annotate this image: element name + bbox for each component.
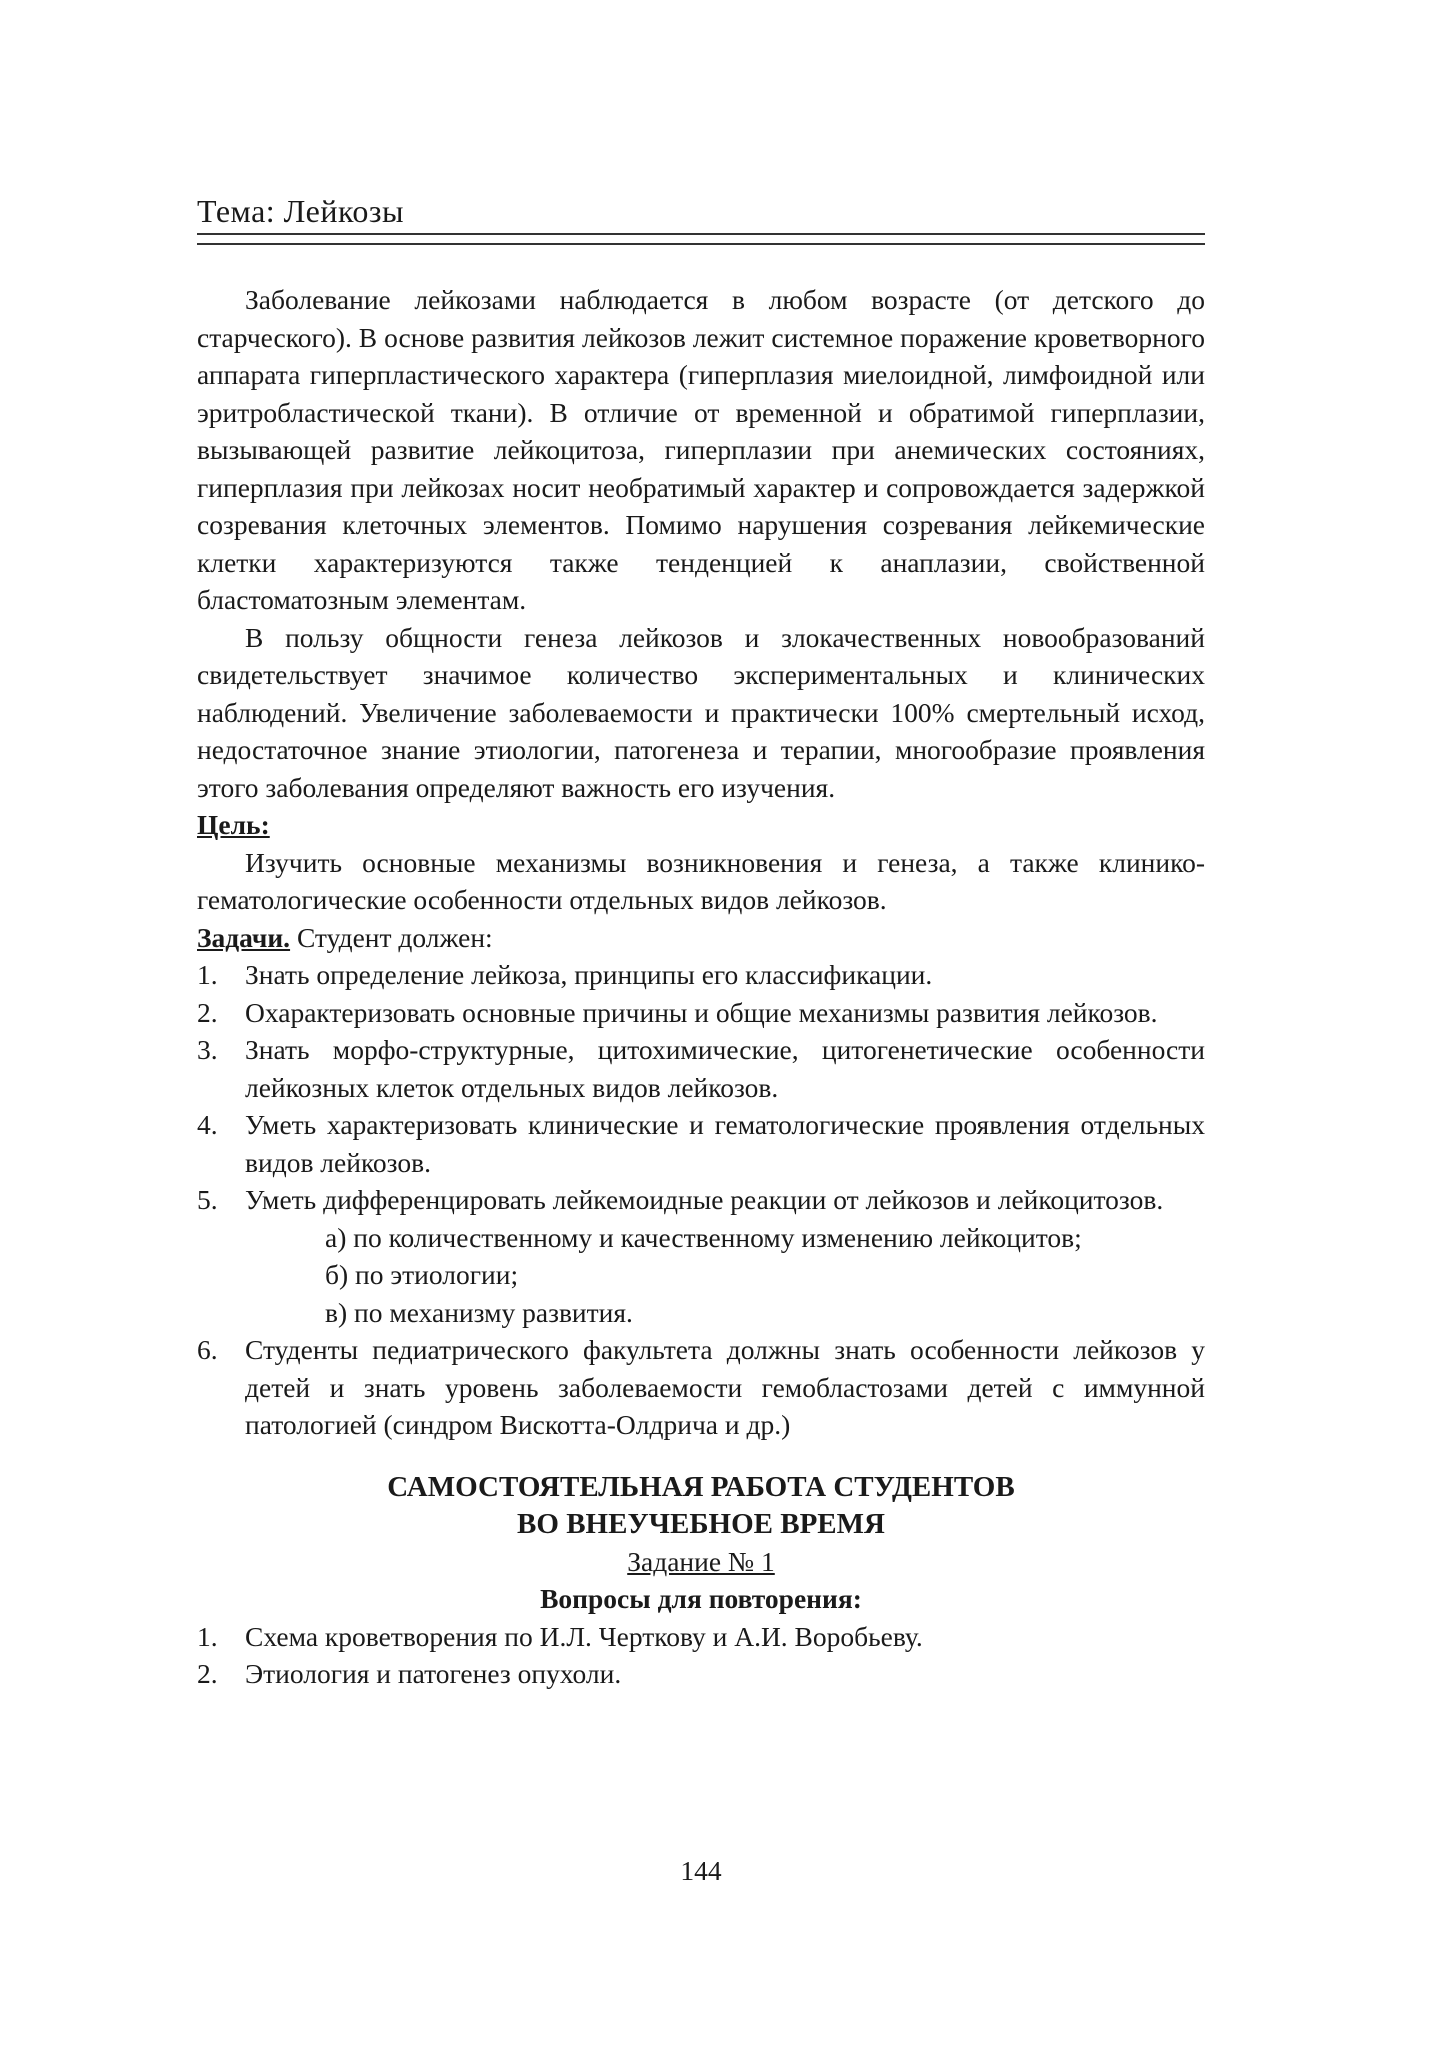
list-item-number: 3. <box>197 1034 218 1065</box>
list-item-text: Знать морфо-структурные, цитохимические, цитогенетические особенности лейкозных клеток отдельных видов лейкозов. <box>245 1034 1205 1103</box>
list-item-text: Уметь дифференцировать лейкемоидные реакции от лейкозов и лейкоцитозов. <box>245 1184 1164 1215</box>
tasks-list-continued <box>197 1331 1205 1444</box>
list-item-text: Схема кроветворения по И.Л. Черткову и А.И. Воробьеву. <box>245 1620 923 1652</box>
sub-item: а) по количественному и качественному изменению лейкоцитов; <box>325 1221 1082 1253</box>
list-item-text: Уметь характеризовать клинические и гематологические проявления отдельных видов лейкозов. <box>245 1109 1205 1178</box>
page-number: 144 <box>680 1855 722 1886</box>
questions-heading: Вопросы для повторения: <box>540 1583 862 1614</box>
goal-heading: Цель: <box>197 809 270 840</box>
list-item <box>197 1331 1205 1444</box>
tasks-intro: Студент должен: <box>290 921 493 953</box>
list-item-number: 6. <box>197 1334 218 1365</box>
questions-list <box>197 1618 1205 1693</box>
list-item <box>197 956 1205 994</box>
list-item <box>197 994 1205 1032</box>
list-item <box>197 1655 1205 1693</box>
list-item-number: 1. <box>197 1620 218 1652</box>
header-rule-top <box>197 233 1205 235</box>
list-item-number: 4. <box>197 1109 218 1140</box>
section-heading-line-1: САМОСТОЯТЕЛЬНАЯ РАБОТА СТУДЕНТОВ <box>387 1470 1015 1503</box>
list-item-text: Знать определение лейкоза, принципы его классификации. <box>245 959 933 990</box>
sub-item: б) по этиологии; <box>325 1259 519 1290</box>
list-item-number: 1. <box>197 959 218 990</box>
tasks-list <box>197 956 1205 1219</box>
list-item <box>197 1031 1205 1106</box>
list-item-text: Студенты педиатрического факультета должны знать особенности лейкозов у детей и знать уровень заболеваемости гемобластозами детей с иммунной патологией (синдром Вискотта-Олдрича и др.) <box>245 1334 1205 1440</box>
tasks-heading: Задачи. <box>197 921 291 953</box>
section-heading-line-2: ВО ВНЕУЧЕБНОЕ ВРЕМЯ <box>517 1507 885 1540</box>
intro-paragraph-2: В пользу общности генеза лейкозов и злокачественных новообразований свидетельствует значимое количество экспериментальных и клинических наблюдений. Увеличение заболеваемости и практически 100% смертельный исход, недостаточное знание этиологии, патогенеза и терапии, многообразие проявления этого заболевания определяют важность его изучения. <box>197 621 1205 803</box>
section-heading <box>197 1469 1205 1543</box>
assignment-label: Задание № 1 <box>627 1545 775 1577</box>
list-item-number: 5. <box>197 1184 218 1215</box>
page-header-title: Тема: Лейкозы <box>197 193 405 229</box>
list-item <box>197 1618 1205 1656</box>
list-item-text: Этиология и патогенез опухоли. <box>245 1658 622 1689</box>
list-item <box>197 1181 1205 1219</box>
document-page <box>197 0 1205 2050</box>
list-item-text: Охарактеризовать основные причины и общие механизмы развития лейкозов. <box>245 996 1158 1028</box>
intro-paragraph-1: Заболевание лейкозами наблюдается в любом возрасте (от детского до старческого). В основе развития лейкозов лежит системное поражение кроветворного аппарата гиперпластического характера (гиперплазия миелоидной, лимфоидной или эритробластической ткани). В отличие от временной и обратимой гиперплазии, вызывающей развитие лейкоцитоза, гиперплазии при анемических состояниях, гиперплазия при лейкозах носит необратимый характер и сопровождается задержкой созревания клеточных элементов. Помимо нарушения созревания лейкемические клетки характеризуются также тенденцией к анаплазии, свойственной бластоматозным элементам. <box>197 284 1205 615</box>
header-rule-bottom <box>197 243 1205 245</box>
list-item-number: 2. <box>197 996 218 1028</box>
list-item-number: 2. <box>197 1658 218 1689</box>
document-body <box>197 281 1205 1693</box>
sub-item: в) по механизму развития. <box>325 1296 633 1328</box>
list-item <box>197 1106 1205 1181</box>
goal-label <box>197 806 1205 844</box>
goal-text: Изучить основные механизмы возникновения и генеза, а также клинико-гематологические особенности отдельных видов лейкозов. <box>197 846 1205 915</box>
tasks-heading-line <box>197 919 1205 957</box>
